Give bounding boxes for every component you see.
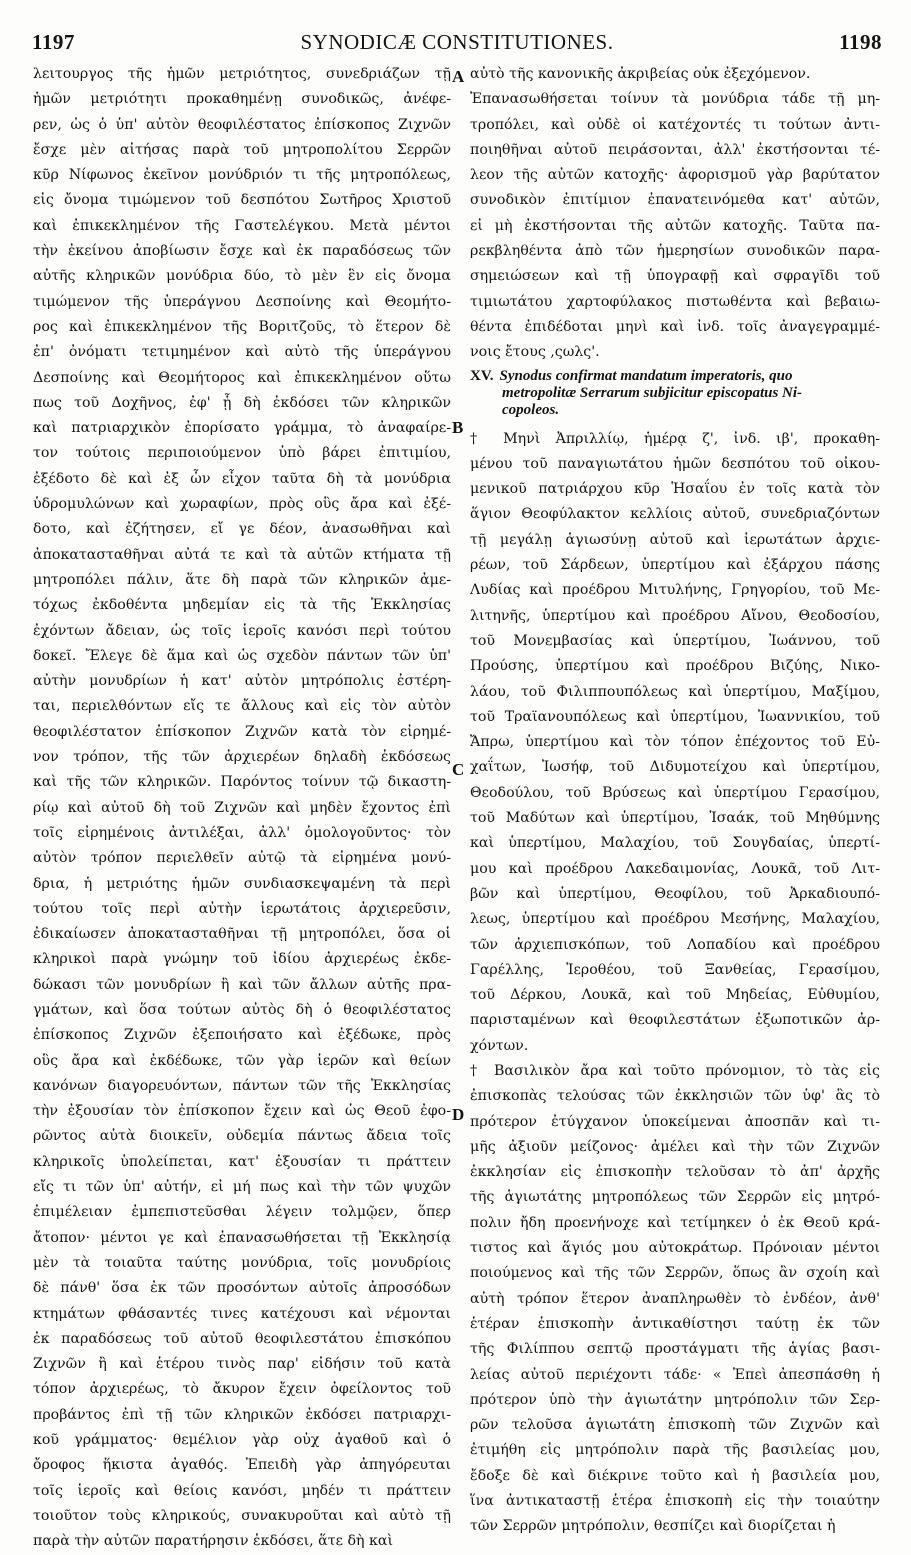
margin-marker-c: C [452,760,465,779]
text-line: αὐτὸν τρόπον περιελθεῖν αὐτῷ τὰ εἰρημένα μονύ- [33,850,451,867]
text-line: Ζιχνῶν ἢ καὶ ἑτέρου τινὸς παρ' εἰδήσιν τοῦ κατὰ [33,1356,451,1373]
text-line: τοῦ Μαδύτων καὶ ὑπερτίμου, Ἰσαάκ, τοῦ Μηθύμνης [470,810,880,827]
right-column-top [470,62,880,366]
text-line: ρέων, τοῦ Σάρδεων, ὑπερτίμου καὶ ἐξάρχου πάσης [470,557,880,574]
text-line: ρῶν τελοῦσα ἁγιωτάτη ἐπισκοπὴ τῶν Ζιχνῶν καὶ [470,1417,880,1434]
running-title: SYNODICÆ CONSTITUTIONES. [300,30,614,54]
text-line: τῆς ἁγιωτάτης μητροπόλεως τῶν Σερρῶν εἰς μητρό- [470,1189,880,1206]
text-line: οὓς ἄρα καὶ ἐκδέδωκε, τῶν γὰρ ἱερῶν καὶ θείων [33,1052,451,1069]
text-line: γμάτων, καὶ ὅσα τούτων αὐτὸς δὴ ὁ θεοφιλέστατος [33,1001,451,1018]
text-line: θέντα ἐπιδέδοται μηνὶ καὶ ἰνδ. τοῖς ἀναγεγραμμέ- [470,318,880,335]
section-heading [470,366,880,427]
text-line: μενικοῦ πατριάρχου κῦρ Ἡσαΐου ἐν τοῖς κατὰ τὸν [470,481,880,498]
text-line: μου καὶ προέδρου Λακεδαιμονίας, Λουκᾶ, τοῦ Λιτ- [470,860,880,877]
text-line: παρὰ τὴν αὐτῶν παρατήρησιν ἐκδόσει, ἅτε δὴ καὶ [33,1533,394,1550]
text-line: ποιούμενος καὶ τῆς τῶν Σερρῶν, ὅπως ἂν σχοίη καὶ [470,1265,880,1282]
left-column [33,62,451,1555]
text-line: καὶ τῆς τῶν κληρικῶν. Παρόντος τοίνυν τῷ δικαστη- [33,774,451,791]
text-line: αὐτῆς κληρικῶν μονύδρια δύο, τὸ μὲν ἓν εἰς ὄνομα [33,268,451,285]
text-line: καὶ ὑπερτίμου, Μαλαχίου, τοῦ Σουγδαίας, ὑπερτί- [470,835,880,852]
text-line: ρεν, ὡς ὁ ὑπ' αὐτὸν θεοφιλέστατος ἐπίσκοπος Ζιχνῶν [33,116,451,133]
text-line: τιμιωτάτου χαρτοφύλακος πιστωθέντα καὶ βεβαιω- [470,293,880,310]
margin-marker-d: D [452,1105,465,1124]
text-line: ἡμῶν μετριότητι προκαθημένῃ συνοδικῶς, ἀνέφε- [33,91,451,108]
text-line: αὐτὴν μονυδρίων ἡ κατ' αὐτὸν μητρόπολις ἐστέρη- [33,673,451,690]
text-line: δώκασι τῶν μονυδρίων ἢ καὶ τῶν ἄλλων αὐτῆς πρα- [33,976,451,993]
text-line: ρῶντος αὐτὰ διοικεῖν, οὐδεμία πάντως ἄδεια τοῖς [33,1128,451,1145]
text-line: λεον τῆς αὐτῶν κατοχῆς· ἀφορισμοῦ γὰρ βαρύτατον [470,167,880,184]
text-line: ἐκ παραδόσεως τοῦ αὐτοῦ θεοφιλεστάτου ἐπισκόπου [33,1330,451,1347]
text-line: τούτου τοῖς περὶ αὐτὴν ἱερωτάτοις ἀρχιερεῦσιν, [33,900,451,917]
text-line: τιστος καὶ ἅγιός μου αὐτοκράτωρ. Πρόνοιαν μέντοι [470,1240,880,1257]
text-line: ποιηθῆναι αὐτοῦ πειράσονται, ἀλλ' ἐκστήσονται τέ- [470,141,880,158]
text-line: ὄροφος ἥκιστα ἀγαθός. Ἐπειδὴ γὰρ ἀπηγόρευται [33,1457,451,1474]
text-line: κληρικοῖς ὑπολείπεται, κατ' ἐξουσίαν τι πράττειν [33,1153,451,1170]
text-line: πρότερον ἐτύγχανον ὑποκείμεναι ἀποσπᾶν καὶ τι- [470,1113,880,1130]
page-header [32,30,882,60]
text-line: τοῖς εἰρημένοις ἀντιλέξαι, ἀλλ' ὁμολογοῦντος· τὸν [33,824,451,841]
text-line: προβάντος ἐπὶ τῇ τῶν κληρικῶν ἐκδόσει πατριαρχι- [33,1406,451,1423]
text-line: ἐχόντων ἄδειαν, ὡς τοῖς ἱεροῖς κανόσι περὶ τούτου [33,622,451,639]
text-line: ἄτοπον· μέντοι γε καὶ ἐπανασωθήσεται τῇ Ἐκκλησίᾳ [33,1229,451,1246]
text-line: σημειώσεων καὶ τῇ ὑπογραφῇ καὶ σφραγῖδι τοῦ [470,268,880,285]
text-line: ρίῳ καὶ αὐτοῦ δὴ τοῦ Ζιχνῶν καὶ μηδὲν ἔχοντος ἐπὶ [33,799,451,816]
text-line: Γαρέλλης, Ἱεροθέου, τοῦ Ξανθείας, Γερασίμου, [470,961,880,978]
text-line: ἐπ' ὀνόματι τετιμημένον καὶ αὐτὸ τῆς ὑπεράγνου [33,344,451,361]
text-line: εἰς ὄνομα τιμώμενον τοῦ δεσπότου Σωτῆρος Χριστοῦ [33,192,451,209]
text-line: δὲ πάνθ' ὅσα ἐκ τῶν προσόντων αὐτοῖς ἀπροσόδων [33,1280,451,1297]
section-heading-line: metropolitæ Serrarum subjicitur episcopatus Ni- [502,384,803,401]
text-line: Λυδίας καὶ προέδρου Μιτυλήνης, Γρηγορίου, τοῦ Με- [470,582,880,599]
text-line: δοτο, καὶ ἐζήτησεν, εἴ γε δέον, ἀνασωθῆναι καὶ [33,521,451,538]
text-line: τῆς Φιλίππου σεπτῷ προστάγματι τῆς ἁγίας βασι- [470,1341,880,1358]
text-line: αὐτὸ τῆς κανονικῆς ἀκριβείας οὐκ ἐξεχόμενον. [470,66,811,82]
text-line: Προύσης, ὑπερτίμου καὶ προέδρου Βιζύης, Νικο- [470,658,880,675]
text-line: πως τοῦ Δοχῆνος, ἐφ' ᾗ δὴ ἐκδόσει τῶν κληρικῶν [33,394,451,411]
text-line: λείας αὐτοῦ περιέχοντι τάδε· « Ἐπεὶ ἀπεσπάσθη ἡ [470,1366,880,1383]
text-line: τοῦ Τραϊανουπόλεως καὶ ὑπερτίμου, Ἰωαννικίου, τοῦ [470,708,880,725]
text-line: Ἐπανασωθήσεται τοίνυν τὰ μονύδρια τάδε τῇ μη- [470,91,880,108]
text-line: τοιοῦτον τοὺς κληρικούς, συνακυροῦται καὶ αὐτὸ τῇ [33,1507,451,1524]
text-line: τῶν ἀρχιεπισκόπων, τοῦ Λοπαδίου καὶ προέδρου [470,936,880,953]
text-line: ἀποκατασταθῆναι αὐτά τε καὶ τὰ αὐτῶν κτήματα τῇ [33,546,451,563]
section-heading-line: Synodus confirmat mandatum imperatoris, quo [499,367,793,384]
text-line: λάου, τοῦ Φιλιππουπόλεως καὶ ὑπερτίμου, Μαξίμου, [470,683,880,700]
text-line: τοῖς ἱεροῖς καὶ θείοις κανόσι, μηδέν τι πράττειν [33,1482,451,1499]
text-line: Δεσποίνης καὶ Θεομήτορος καὶ ἐπικεκλημένον οὕτω [33,369,451,386]
text-line: δρια, ἡ μετριότης ἡμῶν συνδιασκεψαμένη τὰ περὶ [33,875,451,892]
text-line: τιμώμενον τῆς ὑπεράγνου Δεσποίνης καὶ Θεομήτο- [33,293,451,310]
text-line: δοκεῖ. Ἔλεγε δὲ ἅμα καὶ ὡς σχεδὸν πάντων τῶν ὑπ' [33,647,451,664]
text-line: ρος καὶ ἐπικεκλημένον τῆς Βοριτζοῦς, τὸ ἕτερον δὲ [33,318,451,335]
text-line: ἔδοξε δὲ καὶ διέκρινε τοῦτο καὶ ἡ βασιλεία μου, [470,1467,880,1484]
text-line: αὐτὴ τρόπον ἕτερον ἀναπληρωθὲν τὸ ἐνδέον, ἀνθ' [470,1290,880,1307]
text-line: ἔσχε μὲν αἰτήσας παρὰ τοῦ μητροπολίτου Σερρῶν [33,141,451,158]
text-line: μητροπόλει πάλιν, ἅτε δὴ παρὰ τῶν κληρικῶν ἀμε- [33,571,451,588]
right-column-bottom [470,427,880,1540]
text-line: Ἄπρω, ὑπερτίμου καὶ τὸν τόπον ἐπέχοντος τοῦ Εὐ- [470,734,880,751]
text-line: τὴν ἐξουσίαν τὸν ἐπίσκοπον ἔχειν καὶ ὡς Θεοῦ ἐφο- [33,1103,451,1120]
section-number: XV. [470,367,494,384]
text-line: λεως, ὑπερτίμου καὶ προέδρου Μεσήνης, Μαλαχίου, [470,911,880,928]
text-line: καὶ ἐπικεκλημένον τῆς Γαστελέγκου. Μετὰ μέντοι [33,217,451,234]
text-line: † Βασιλικὸν ἄρα καὶ τοῦτο πρόνομιον, τὸ τὰς εἰς [470,1062,880,1079]
text-line: κανόνων διαγορευόντων, πάντων τῶν τῆς Ἐκκλησίας [33,1077,451,1094]
right-column [470,62,880,1540]
text-line: ἐπιμέλειαν ἐμπεπιστεῦσθαι λέγειν τολμῷεν, ὅπερ [33,1204,451,1221]
text-line: εἰ μὴ ἐκστήσονται τῆς αὐτῶν κατοχῆς. Ταῦτα πα- [470,217,880,234]
text-line: ρεκβληθέντα ἀπὸ τῶν ἡμερησίων συνοδικῶν παρα- [470,243,880,260]
text-line: νοις ἔτους ,ςωλς'. [470,344,600,361]
text-line: τοῦ Δέρκου, Λουκᾶ, καὶ τοῦ Μηδείας, Εὐθυμίου, [470,987,880,1004]
text-line: ἵνα ἀντικαταστῇ ἑτέρα ἐπισκοπὴ εἰς τὴν τοιαύτην [470,1493,880,1510]
page-number-right: 1198 [839,30,882,54]
text-line: μῆς ἀξιοῦν μείζονος· ἀμέλει καὶ τὴν τῶν Ζιχνῶν [470,1138,880,1155]
text-line: τῶν Σερρῶν μητρόπολιν, θεσπίζει καὶ διορίζεται ἡ [470,1518,836,1535]
text-line: τὴν ἐκείνου ἀποβίωσιν ἔσχε καὶ ἐκ παραδόσεως τῶν [33,243,451,260]
text-line: λειτουργος τῆς ἡμῶν μετριότητος, συνεδριάζων τῇ [33,66,451,82]
text-line: παρισταμένων καὶ θεοφιλεστάτων ἐξωποτικῶν ἀρ- [470,1012,880,1029]
text-line: χόντων. [470,1037,529,1054]
text-line: λιτηνῆς, ὑπερτίμου καὶ προέδρου Αἴνου, Θεοδοσίου, [470,607,880,624]
text-line: μένου τοῦ παναγιωτάτου ἡμῶν δεσπότου τοῦ οἰκου- [470,455,880,472]
text-line: βῶν καὶ ὑπερτίμου, Θεοφίλου, τοῦ Ἀρκαδιουπό- [470,885,880,902]
text-line: ἐπισκοπὰς τελούσας τῶν ἐκκλησιῶν τῶν ὑφ' ἃς τὸ [470,1088,880,1105]
text-line: νον τρόπον, τῆς τῶν ἀρχιερέων δηλαδὴ ἐκδόσεως [33,749,451,766]
text-line: τοῦ Μονεμβασίας καὶ ὑπερτίμου, Ἰωάννου, τοῦ [470,632,880,649]
text-line: κτημάτων φθάσαντές τινες κατέχουσι καὶ νέμονται [33,1305,451,1322]
text-line: τόχως ἐκδοθέντα μηδεμίαν εἰς τὰ τῆς Ἐκκλησίας [33,597,451,614]
margin-marker-b: B [452,418,464,437]
text-line: πολιν ἤδη προενήνοχε καὶ τετίμηκεν ὁ ἐκ Θεοῦ κρά- [470,1214,880,1231]
text-line: ται, περιελθόντων εἴς τε ἄλλους καὶ εἰς τὸν αὐτὸν [33,698,451,715]
text-line: ἐδικαίωσεν ἀποκατασταθῆναι τῇ μητροπόλει, ὅσα οἱ [33,926,451,943]
section-heading-line: copoleos. [502,401,560,418]
text-line: ὑδρομυλώνων καὶ χωραφίων, πρὸς οὓς ἄρα καὶ ἐξέ- [33,496,451,513]
text-line: θεοφιλέστατον ἐπίσκοπον Ζιχνῶν κατὰ τὸν εἰρημέ- [33,723,451,740]
text-line: συνοδικὸν ἐπιτίμιον ἐπανατεινόμεθα κατ' αὐτῶν, [470,192,880,209]
margin-marker-a: A [452,67,465,86]
text-line: τόπον ἀρχιερέως, τὸ ἄκυρον ἔχειν ὀφείλοντος τοῦ [33,1381,451,1398]
text-line: κοῦ γράμματος· θεμέλιον γὰρ οὐχ ἀγαθοῦ καὶ ὁ [33,1432,451,1449]
text-line: ἐτιμήθη εἰς μητρόπολιν παρὰ τῆς βασιλείας μου, [470,1442,880,1459]
text-line: τροπόλει, καὶ οὐδὲ οἱ κατέχοντές τι τούτων ἀντι- [470,116,880,133]
text-line: μὲν τὰ τοιαῦτα ταύτης μονύδρια, τοῖς μονυδρίοις [33,1254,451,1271]
text-line: ἐξέδοτο δὲ καὶ ἐξ ὧν εἶχον ταῦτα δὴ τὰ μονύδρια [33,470,451,487]
text-line: ἅγιον Θεοφύλακτον κελλίοις αὐτοῦ, συνεδριαζόντων [470,506,880,523]
text-line: καὶ πατριαρχικὸν ἐπορίσατο γράμμα, τὸ ἀναφαίρε- [33,420,451,437]
text-line: τῇ μεγάλῃ ἁγιωσύνῃ αὐτοῦ καὶ ἱερωτάτων ἀρχιε- [470,531,880,548]
text-line: κληρικοὶ παρὰ γνώμην τοῦ ἰδίου ἀρχιερέως ἐκδε- [33,951,451,968]
text-line: εἴς τι τῶν ὑπ' αὐτήν, εἰ μή πως καὶ τὴν τῶν ψυχῶν [33,1179,451,1196]
page-number-left: 1197 [32,30,75,54]
text-line: κῦρ Νίφωνος ἐκεῖνον μονύδριόν τι τῆς μητροπόλεως, [33,167,451,184]
text-line: ἐκκλησίαν εἰς ἐπισκοπὴν τελοῦσαν τὸ ἀπ' ἀρχῆς [470,1164,880,1181]
text-line: χαΐτων, Ἰωσήφ, τοῦ Διδυμοτείχου καὶ ὑπερτίμου, [470,759,880,776]
text-line: πρότερον ὑπὸ τὴν ἁγιωτάτην μητρόπολιν τῶν Σερ- [470,1391,880,1408]
text-line: ἑτέραν ἐπισκοπὴν ἀντικαθίστησι ταύτῃ ἐκ τῶν [470,1315,880,1332]
text-line: Θεοδούλου, τοῦ Βρύσεως καὶ ὑπερτίμου Γερασίμου, [470,784,880,801]
text-line: ἐπίσκοπος Ζιχνῶν ἐξεποιήσατο καὶ ἐξέδωκε, πρὸς [33,1027,451,1044]
text-line: † Μηνὶ Ἀπριλλίῳ, ἡμέρᾳ ζ', ἰνδ. ιβ', προκαθη- [470,430,880,447]
text-line: τον τούτοις περιποιούμενον ὑπὸ βάρει ἐπιτιμίου, [33,445,451,462]
